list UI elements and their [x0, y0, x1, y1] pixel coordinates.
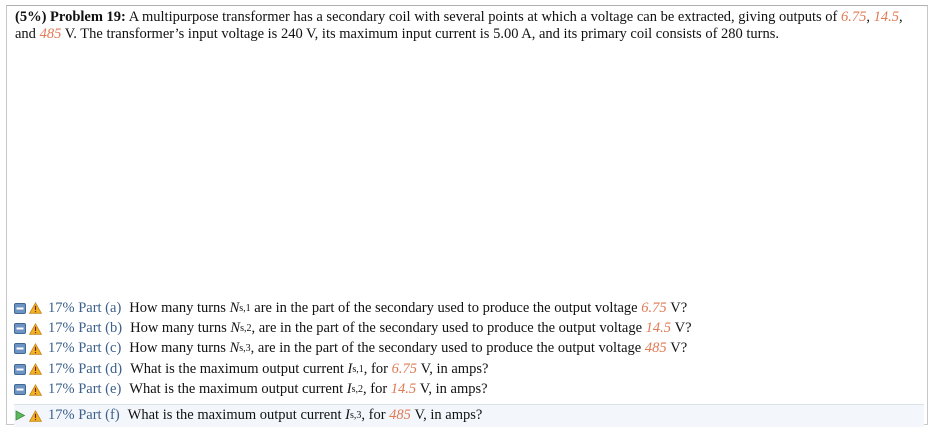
part-question-end: V?	[670, 340, 688, 357]
part-e-row[interactable]	[14, 380, 924, 400]
warning-triangle-icon	[29, 384, 42, 396]
part-question-pre: What is the maximum output current	[129, 381, 344, 398]
part-question-end: V, in amps?	[420, 360, 489, 377]
warning-triangle-icon	[29, 343, 42, 355]
part-label: 17% Part (e)	[48, 381, 122, 398]
variable-symbol: N	[230, 320, 241, 337]
part-label: 17% Part (b)	[48, 320, 123, 337]
minus-square-icon[interactable]	[14, 343, 26, 354]
part-f-row[interactable]	[14, 404, 924, 427]
variable-symbol: I	[345, 407, 350, 424]
variable-symbol: I	[346, 381, 352, 398]
part-question-end: V?	[674, 320, 692, 337]
variable-subscript: s,3	[239, 343, 251, 355]
variable-subscript: s,2	[240, 323, 252, 335]
part-question-pre: How many turns	[129, 299, 226, 316]
part-voltage-value: 485	[644, 340, 667, 357]
part-b-row[interactable]	[14, 318, 924, 338]
part-question-pre: What is the maximum output current	[130, 360, 344, 377]
problem-statement	[15, 9, 920, 43]
part-voltage-value: 6.75	[391, 360, 417, 377]
minus-square-icon[interactable]	[14, 384, 26, 395]
variable-subscript: s,3	[349, 410, 362, 422]
warning-triangle-icon	[29, 302, 42, 314]
voltage-value-2: 14.5	[873, 9, 900, 25]
play-triangle-icon[interactable]	[14, 410, 26, 421]
part-label: 17% Part (d)	[48, 360, 123, 377]
variable-symbol: I	[347, 360, 353, 377]
part-a-row[interactable]	[14, 298, 924, 318]
part-d-row[interactable]	[14, 359, 924, 379]
part-c-row[interactable]	[14, 339, 924, 359]
parts-list	[14, 298, 924, 427]
part-question-post: , are in the part of the secondary used to produce the output voltage	[250, 340, 642, 357]
part-question-end: V, in amps?	[414, 407, 483, 424]
part-voltage-value: 485	[389, 407, 411, 424]
part-question-end: V?	[670, 299, 688, 316]
voltage-value-1: 6.75	[841, 9, 867, 25]
voltage-value-3: 485	[39, 26, 62, 42]
variable-symbol: N	[229, 299, 240, 316]
problem-text-c: V. The transformer’s input voltage is 240 V, its maximum input current is 5.00 A, and its primary coil consists of 280 turns.	[64, 26, 780, 42]
part-voltage-value: 6.75	[641, 299, 667, 316]
variable-subscript: s,1	[239, 302, 251, 314]
warning-triangle-icon	[29, 363, 42, 375]
part-question-post: , for	[363, 360, 388, 377]
part-label: 17% Part (f)	[48, 407, 120, 424]
minus-square-icon[interactable]	[14, 303, 26, 314]
problem-text-a: A multipurpose transformer has a secondary coil with several points at which a voltage can be extracted, giving outputs of	[128, 9, 838, 25]
part-label: 17% Part (c)	[48, 340, 122, 357]
part-question-post: , for	[362, 381, 388, 398]
part-label: 17% Part (a)	[48, 299, 122, 316]
problem-text-b: , and	[15, 9, 903, 42]
part-voltage-value: 14.5	[390, 381, 417, 398]
minus-square-icon[interactable]	[14, 323, 26, 334]
variable-subscript: s,1	[352, 363, 364, 375]
part-question-post: , for	[361, 407, 386, 424]
minus-square-icon[interactable]	[14, 364, 26, 375]
part-question-pre: How many turns	[130, 320, 227, 337]
variable-symbol: N	[229, 340, 240, 357]
problem-header: (5%) Problem 19:	[15, 9, 126, 25]
part-question-pre: How many turns	[129, 340, 226, 357]
warning-triangle-icon	[29, 410, 42, 422]
warning-triangle-icon	[29, 323, 42, 335]
part-question-post: , are in the part of the secondary used to produce the output voltage	[251, 320, 643, 337]
part-voltage-value: 14.5	[645, 320, 672, 337]
problem-sep-1: ,	[866, 9, 871, 25]
part-question-pre: What is the maximum output current	[127, 407, 342, 424]
variable-subscript: s,2	[351, 384, 363, 396]
part-question-post: are in the part of the secondary used to produce the output voltage	[254, 299, 638, 316]
part-question-end: V, in amps?	[419, 381, 488, 398]
